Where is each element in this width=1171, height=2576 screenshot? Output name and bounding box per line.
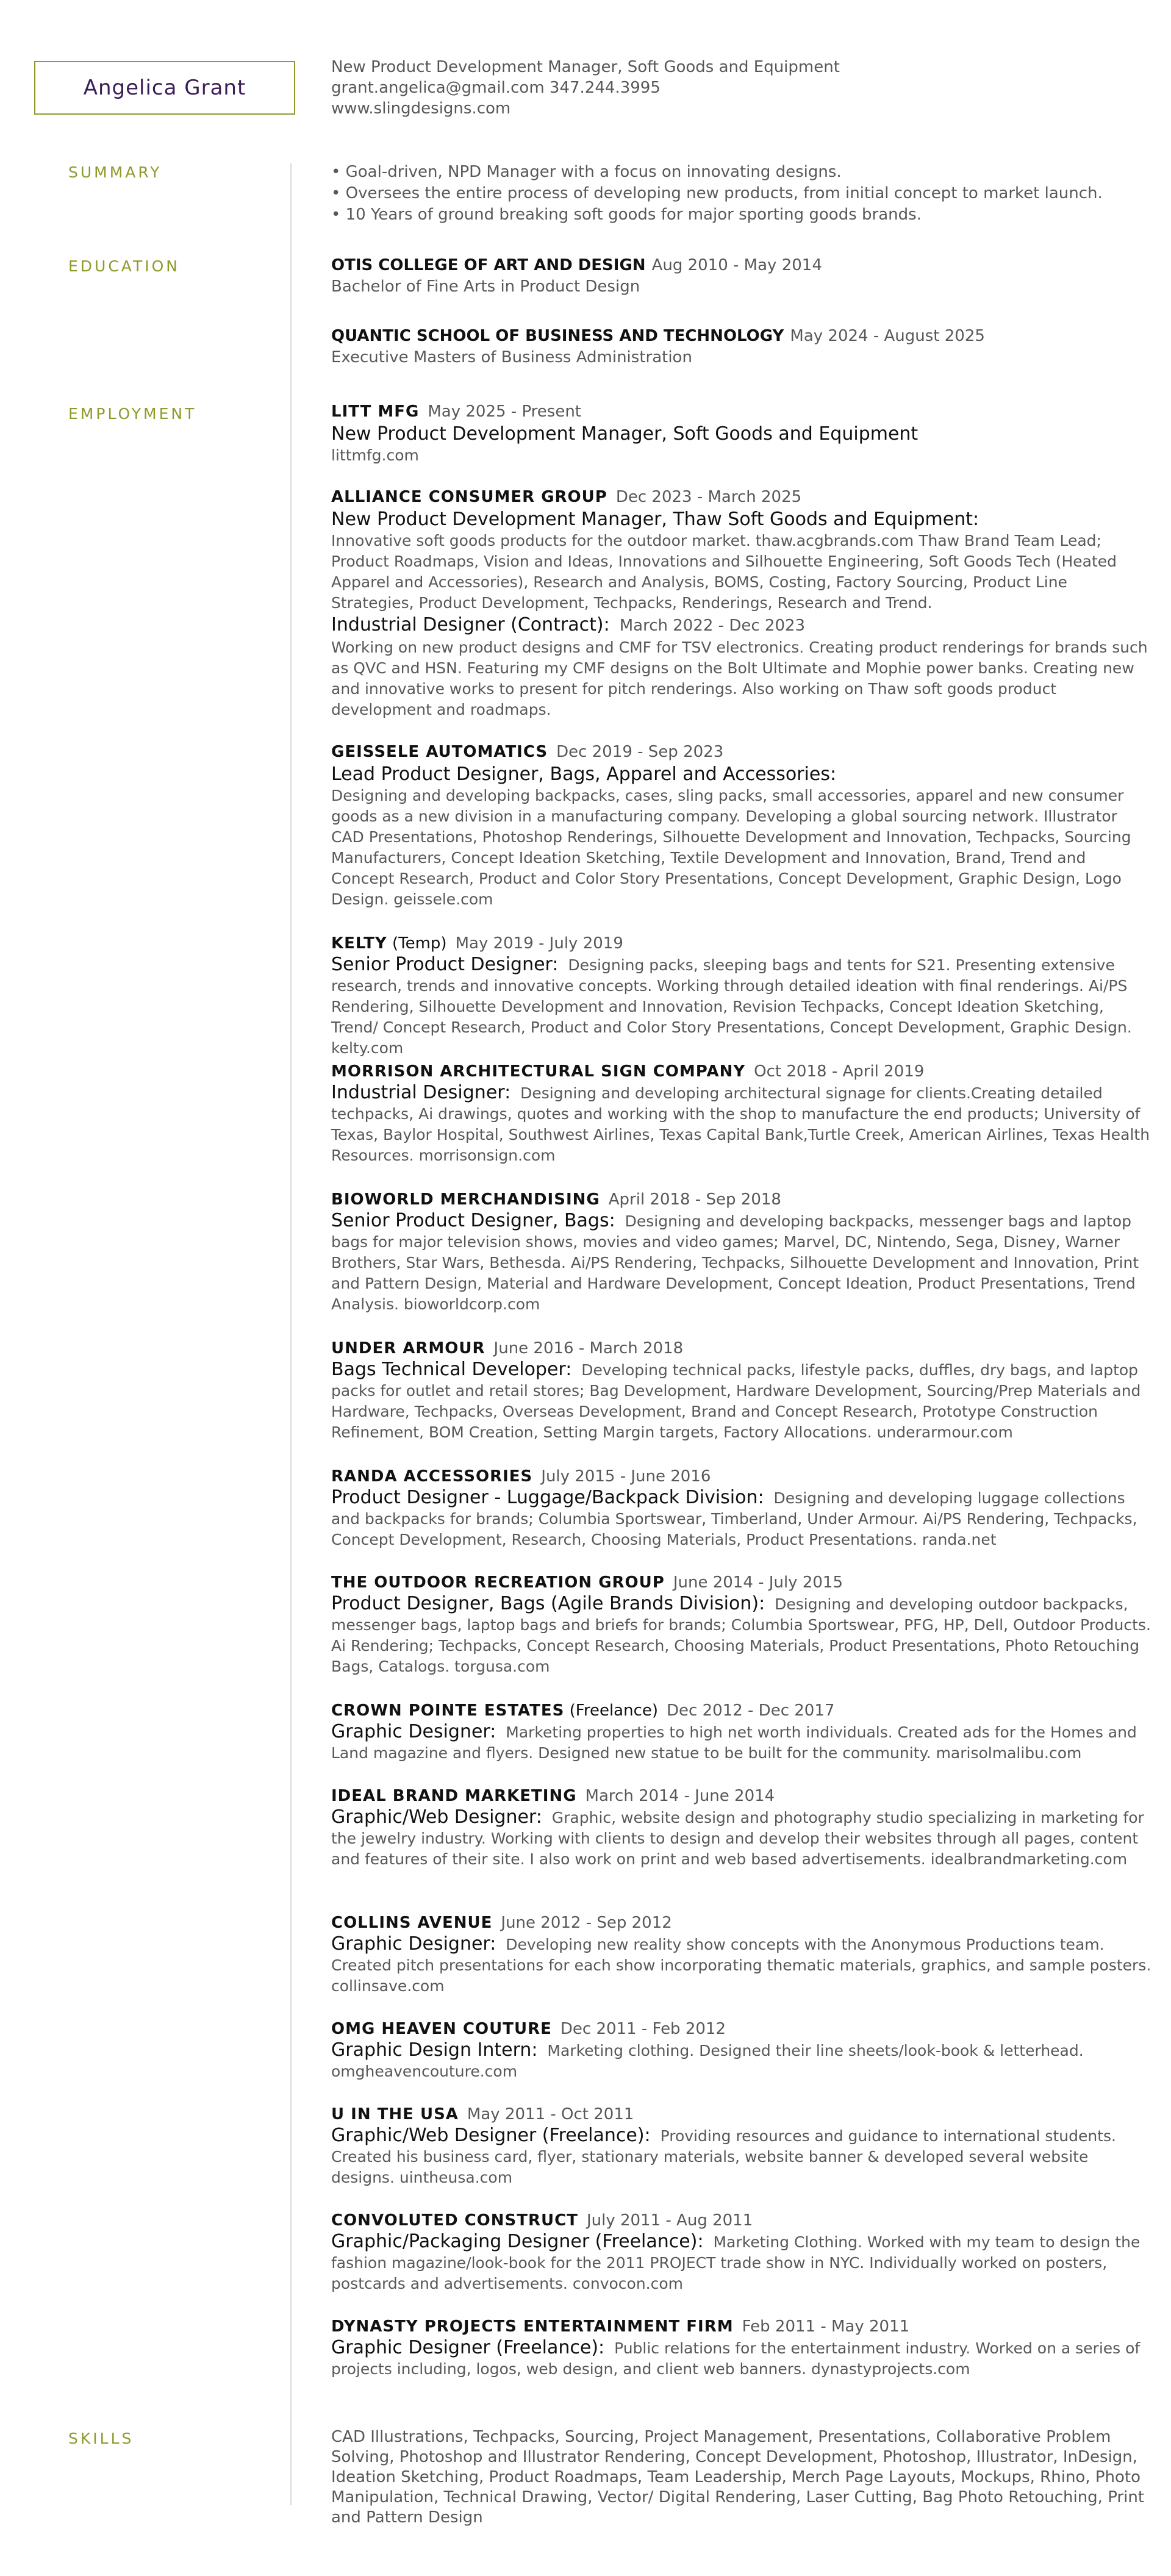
summary-list xyxy=(331,162,1151,226)
job-description: Graphic, website design and photography studio specializing in marketing for the jewelry industry. Working with clients to design and develop their websites through all pages, content and features of their site. I also work on print and web based advertisements. idealbrandmarketing.com xyxy=(331,1809,1144,1868)
education-entry xyxy=(331,255,1151,298)
job-description: Designing and developing outdoor backpacks, messenger bags, laptop bags and briefs for brands; Columbia Sportswear, PFG, HP, Dell, Outdoor Products. Ai Rendering; Techpacks, Concept Research, Choosing Materials, Product Presentations, Photo Retouching Bags, Catalogs. torgusa.com xyxy=(331,1595,1151,1675)
job-entry xyxy=(331,1700,1151,1764)
divider-line xyxy=(290,163,292,2505)
job-dates: Dec 2023 - March 2025 xyxy=(615,488,802,506)
job-role: Bags Technical Developer: xyxy=(331,1359,572,1380)
job-role: Senior Product Designer, Bags: xyxy=(331,1210,615,1231)
company-name: U IN THE USA xyxy=(331,2105,459,2123)
job-description: Innovative soft goods products for the outdoor market. thaw.acgbrands.com Thaw Brand Team Lead; Product Roadmaps, Vision and Ideas, Innovations and Silhouette Engineering, Soft Goods Tech (Heated Apparel and Accessories), Research and Analysis, BOMS, Costing, Factory Sourcing, Product Line Strategies, Product Development, Techpacks, Renderings, Research and Trend. xyxy=(331,532,1117,612)
education-entry xyxy=(331,326,1151,368)
job-entry xyxy=(331,1466,1151,1550)
job-dates: May 2025 - Present xyxy=(428,402,581,421)
job-role: New Product Development Manager, Thaw Soft Goods and Equipment: xyxy=(331,509,979,530)
job-role: Graphic Designer: xyxy=(331,1721,496,1742)
job-description: Designing and developing luggage collections and backpacks for brands; Columbia Sportswear, Timberland, Under Armour. Ai/PS Rendering, Techpacks, Concept Development, Research, Choosing Materials, Product Presentations. randa.net xyxy=(331,1489,1137,1548)
job-dates: March 2014 - June 2014 xyxy=(585,1787,775,1805)
name-box xyxy=(34,61,295,115)
company-name: OMG HEAVEN COUTURE xyxy=(331,2020,552,2038)
company-name: CROWN POINTE ESTATES xyxy=(331,1701,565,1720)
company-name: MORRISON ARCHITECTURAL SIGN COMPANY xyxy=(331,1062,746,1081)
company-name: DYNASTY PROJECTS ENTERTAINMENT FIRM xyxy=(331,2317,734,2336)
job-role: Product Designer - Luggage/Backpack Division: xyxy=(331,1487,764,1508)
job-dates: Dec 2019 - Sep 2023 xyxy=(556,743,724,761)
job-entry xyxy=(331,2104,1151,2188)
job-role: Graphic Designer: xyxy=(331,1933,496,1955)
job-role: Graphic Designer (Freelance): xyxy=(331,2337,605,2358)
school-dates: May 2024 - August 2025 xyxy=(790,327,985,345)
job-role: New Product Development Manager, Soft Goods and Equipment xyxy=(331,423,919,445)
school-dates: Aug 2010 - May 2014 xyxy=(651,256,822,274)
section-label-skills: SKILLS xyxy=(68,2430,134,2447)
job-role: Industrial Designer (Contract): xyxy=(331,614,610,635)
company-name: ALLIANCE CONSUMER GROUP xyxy=(331,488,607,506)
job-description: Providing resources and guidance to international students. Created his business card, flyer, stationary materials, website banner & developed several website designs. uintheusa.com xyxy=(331,2127,1116,2186)
company-name: THE OUTDOOR RECREATION GROUP xyxy=(331,1573,665,1592)
job-entry xyxy=(331,1061,1151,1166)
section-label-employment: EMPLOYMENT xyxy=(68,405,197,423)
company-name: BIOWORLD MERCHANDISING xyxy=(331,1190,600,1209)
job-description: Marketing clothing. Designed their line sheets/look-book & letterhead. omgheavencouture.com xyxy=(331,2042,1084,2080)
degree: Bachelor of Fine Arts in Product Design xyxy=(331,277,640,296)
job-role: Senior Product Designer: xyxy=(331,954,559,975)
degree: Executive Masters of Business Administration xyxy=(331,348,692,367)
company-suffix: (Temp) xyxy=(387,934,447,953)
job-dates: Dec 2011 - Feb 2012 xyxy=(560,2020,726,2038)
job-role: Industrial Designer: xyxy=(331,1082,511,1103)
job-entry xyxy=(331,1338,1151,1443)
job-description: Designing packs, sleeping bags and tents for S21. Presenting extensive research, trends and innovative concepts. Working through detailed ideation with final renderings. Ai/PS Rendering, Silhouette Development and Innovation, Revision Techpacks, Concept Ideation Sketching, Trend/ Concept Research, Product and Color Story Presentations, Concept Development, Graphic Design. kelty.com xyxy=(331,956,1132,1057)
summary-item: • Oversees the entire process of developing new products, from initial concept to market launch. xyxy=(331,184,1103,202)
job-description: Designing and developing backpacks, cases, sling packs, small accessories, apparel and new consumer goods as a new division in a manufacturing company. Developing a global sourcing network. Illustrator CAD Presentations, Photoshop Renderings, Silhouette Development and Innovation, Techpacks, Sourcing Manufacturers, Concept Ideation Sketching, Textile Development and Innovation, Brand, Trend and Concept Research, Product and Color Story Presentations, Concept Development, Graphic Design, Logo Design. geissele.com xyxy=(331,787,1131,908)
company-name: LITT MFG xyxy=(331,402,420,421)
summary-item: • 10 Years of ground breaking soft goods for major sporting goods brands. xyxy=(331,206,922,224)
candidate-name: Angelica Grant xyxy=(83,76,246,100)
job-entry xyxy=(331,401,1151,466)
section-label-education: EDUCATION xyxy=(68,257,180,275)
company-name: IDEAL BRAND MARKETING xyxy=(331,1787,577,1805)
job-dates: June 2012 - Sep 2012 xyxy=(501,1914,672,1932)
job-description: Designing and developing architectural signage for clients.Creating detailed techpacks, Ai drawings, quotes and working with the shop to manufacture the end products; University of Texas, Baylor Hospital, Southwest Airlines, Texas Capital Bank,Turtle Creek, American Airlines, Texas Health Resources. morrisonsign.com xyxy=(331,1084,1150,1164)
job-description: Developing new reality show concepts with the Anonymous Productions team. Created pitch presentations for each show incorporating thematic materials, graphics, and sample posters. collinsave.com xyxy=(331,1936,1151,1995)
job-dates: April 2018 - Sep 2018 xyxy=(608,1190,781,1209)
job-dates: May 2019 - July 2019 xyxy=(455,934,623,953)
job-role: Lead Product Designer, Bags, Apparel and Accessories: xyxy=(331,764,837,785)
section-label-summary: SUMMARY xyxy=(68,163,162,181)
job-description: Marketing properties to high net worth individuals. Created ads for the Homes and Land magazine and flyers. Designed new statue to be built for the community. marisolmalibu.com xyxy=(331,1723,1137,1762)
school-name: QUANTIC SCHOOL OF BUSINESS AND TECHNOLOGY xyxy=(331,327,784,345)
job-entry xyxy=(331,2210,1151,2294)
job-role: Graphic/Web Designer: xyxy=(331,1806,542,1828)
job-dates: July 2011 - Aug 2011 xyxy=(586,2211,753,2230)
job-dates: May 2011 - Oct 2011 xyxy=(467,2105,634,2123)
company-name: KELTY xyxy=(331,934,387,953)
job-entry xyxy=(331,1572,1151,1677)
company-suffix: (Freelance) xyxy=(564,1701,659,1720)
company-name: CONVOLUTED CONSTRUCT xyxy=(331,2211,578,2230)
job-entry xyxy=(331,487,1151,720)
job-role: Product Designer, Bags (Agile Brands Division): xyxy=(331,1593,765,1614)
job-description: Marketing Clothing. Worked with my team to design the fashion magazine/look-book for the 2011 PROJECT trade show in NYC. Individually worked on posters, postcards and advertisements. convocon.com xyxy=(331,2233,1141,2292)
job-description: Designing and developing backpacks, messenger bags and laptop bags for major television shows, movies and video games; Marvel, DC, Nintendo, Sega, Disney, Warner Brothers, Star Wars, Bethesda. Ai/PS Rendering, Techpacks, Silhouette Development and Innovation, Print and Pattern Design, Material and Hardware Development, Concept Ideation, Product Presentations, Trend Analysis. bioworldcorp.com xyxy=(331,1212,1139,1313)
job-description: littmfg.com xyxy=(331,446,419,464)
school-name: OTIS COLLEGE OF ART AND DESIGN xyxy=(331,256,646,274)
summary-item: • Goal-driven, NPD Manager with a focus on innovating designs. xyxy=(331,163,842,181)
job-entry xyxy=(331,2316,1151,2380)
company-name: RANDA ACCESSORIES xyxy=(331,1467,533,1486)
job-entry xyxy=(331,1912,1151,1997)
skills-text: CAD Illustrations, Techpacks, Sourcing, Project Management, Presentations, Collaborative Problem Solving, Photoshop and Illustrator Rendering, Concept Development, Photoshop, Illustrator, InDesign, Ideation Sketching, Product Roadmaps, Team Leadership, Merch Page Layouts, Mockups, Rhino, Photo Manipulation, Technical Drawing, Vector/ Digital Rendering, Laser Cutting, Bag Photo Retouching, Print and Pattern Design xyxy=(331,2428,1145,2527)
job-dates: Oct 2018 - April 2019 xyxy=(754,1062,925,1081)
job-dates: Dec 2012 - Dec 2017 xyxy=(667,1701,835,1720)
job-description: Public relations for the entertainment industry. Worked on a series of projects including, logos, web design, and client web banners. dynastyprojects.com xyxy=(331,2339,1141,2378)
contact-info[interactable]: grant.angelica@gmail.com 347.244.3995 xyxy=(331,79,661,97)
job-entry xyxy=(331,742,1151,910)
job-description: Developing technical packs, lifestyle packs, duffles, dry bags, and laptop packs for outlet and retail stores; Bag Development, Hardware Development, Sourcing/Prep Materials and Hardware, Techpacks, Overseas Development, Brand and Concept Research, Prototype Construction Refinement, BOM Creation, Setting Margin targets, Factory Allocations. underarmour.com xyxy=(331,1361,1141,1441)
job-entry xyxy=(331,2019,1151,2082)
company-name: GEISSELE AUTOMATICS xyxy=(331,743,548,761)
contact-block xyxy=(331,57,840,119)
job-dates: June 2014 - July 2015 xyxy=(673,1573,843,1592)
job-dates: Feb 2011 - May 2011 xyxy=(742,2317,910,2336)
company-name: COLLINS AVENUE xyxy=(331,1914,493,1932)
job-role: Graphic Design Intern: xyxy=(331,2039,538,2061)
job-entry xyxy=(331,1786,1151,1870)
job-dates: July 2015 - June 2016 xyxy=(541,1467,711,1486)
job-role: Graphic/Web Designer (Freelance): xyxy=(331,2125,651,2146)
job-dates: June 2016 - March 2018 xyxy=(493,1339,684,1358)
headline-title: New Product Development Manager, Soft Goods and Equipment xyxy=(331,58,840,76)
company-name: UNDER ARMOUR xyxy=(331,1339,485,1358)
job-entry xyxy=(331,933,1151,1059)
job-description: Working on new product designs and CMF for TSV electronics. Creating product renderings for brands such as QVC and HSN. Featuring my CMF designs on the Bolt Ultimate and Mophie power banks. Creating new and innovative works to present for pitch renderings. Also working on Thaw soft goods product development and roadmaps. xyxy=(331,639,1148,718)
job-entry xyxy=(331,1189,1151,1315)
website-link[interactable]: www.slingdesigns.com xyxy=(331,99,511,118)
job-role: Graphic/Packaging Designer (Freelance): xyxy=(331,2231,704,2252)
job-dates: March 2022 - Dec 2023 xyxy=(619,617,806,635)
